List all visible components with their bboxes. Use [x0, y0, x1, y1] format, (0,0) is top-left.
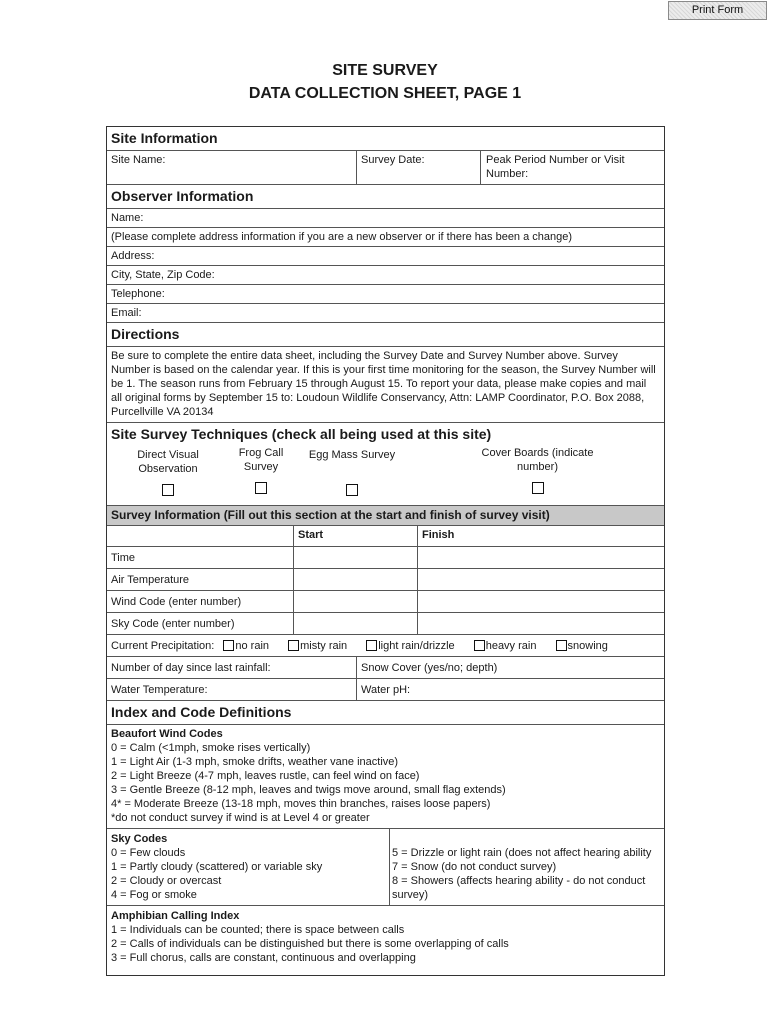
precip-light-rain-label: light rain/drizzle	[378, 640, 455, 652]
beaufort-line: 3 = Gentle Breeze (8-12 mph, leaves and twigs move around, small flag extends)	[111, 784, 506, 796]
beaufort-line: 4* = Moderate Breeze (13-18 mph, moves thin branches, raises loose papers)	[111, 798, 491, 810]
sky-codes-left	[107, 829, 389, 905]
precipitation-label: Current Precipitation:	[111, 640, 215, 652]
air-temp-label: Air Temperature	[111, 574, 190, 586]
survey-form	[106, 126, 665, 976]
directions-text: Be sure to complete the entire data sheet, including the Survey Date and Survey Number above. Survey Number is based on the calendar year. If this is your first time monitoring for the season, the Survey Number will be 1. The season runs from February 15 through August 15. To report your data, please make copies and mail all original forms by September 15 to: Loudoun Wildlife Conservancy, Attn: LAMP Coordinator, P.O. Box 2088, Purcellville VA 20134	[111, 350, 656, 418]
sky-code-line: 4 = Fog or smoke	[111, 889, 197, 901]
amphibian-section	[107, 906, 664, 975]
site-info-heading: Site Information	[111, 130, 218, 146]
sky-code-line: 2 = Cloudy or overcast	[111, 875, 222, 887]
page-title: SITE SURVEY	[332, 62, 438, 79]
water-temp-field[interactable]: Water Temperature:	[111, 684, 208, 696]
technique-direct-visual	[107, 446, 229, 505]
wind-code-start-field[interactable]	[293, 591, 417, 612]
precip-heavy-rain-label: heavy rain	[485, 640, 537, 652]
water-ph-field[interactable]: Water pH:	[356, 679, 664, 700]
amphibian-line: 2 = Calls of individuals can be distinguished but there is some overlapping of calls	[111, 938, 509, 950]
time-finish-field[interactable]	[417, 547, 664, 568]
page-subtitle: DATA COLLECTION SHEET, PAGE 1	[248, 85, 522, 102]
technique-direct-visual-checkbox[interactable]	[162, 484, 174, 496]
beaufort-line: 0 = Calm (<1mph, smoke rises vertically)	[111, 742, 311, 754]
snow-cover-field[interactable]: Snow Cover (yes/no; depth)	[356, 657, 664, 678]
sky-codes-right	[389, 829, 664, 905]
survey-date-field[interactable]: Survey Date:	[356, 151, 480, 184]
rainfall-days-field[interactable]: Number of day since last rainfall:	[111, 662, 271, 674]
sky-code-finish-field[interactable]	[417, 613, 664, 634]
time-label: Time	[111, 552, 136, 564]
amphibian-line: 3 = Full chorus, calls are constant, continuous and overlapping	[111, 952, 416, 964]
techniques-heading: Site Survey Techniques (check all being used at this site)	[111, 426, 492, 442]
observer-city-field[interactable]: City, State, Zip Code:	[111, 269, 215, 281]
survey-info-heading: Survey Information (Fill out this section at the start and finish of survey visit)	[107, 506, 664, 525]
precip-misty-rain-checkbox[interactable]	[288, 640, 299, 651]
technique-frog-call-label: Frog Call Survey	[238, 447, 284, 473]
technique-egg-mass-checkbox[interactable]	[346, 484, 358, 496]
sky-codes-title: Sky Codes	[111, 833, 168, 845]
technique-egg-mass-label: Egg Mass Survey	[308, 449, 396, 461]
observer-heading: Observer Information	[111, 188, 254, 204]
sky-code-line: 1 = Partly cloudy (scattered) or variable sky	[111, 861, 323, 873]
survey-info-blank-header	[107, 526, 293, 546]
sky-code-start-field[interactable]	[293, 613, 417, 634]
technique-cover-boards-checkbox[interactable]	[532, 482, 544, 494]
precip-light-rain-checkbox[interactable]	[366, 640, 377, 651]
beaufort-section	[107, 725, 664, 828]
time-start-field[interactable]	[293, 547, 417, 568]
technique-cover-boards	[411, 446, 664, 505]
definitions-heading: Index and Code Definitions	[111, 704, 292, 720]
peak-period-field[interactable]: Peak Period Number or Visit Number:	[480, 151, 664, 184]
precip-no-rain-checkbox[interactable]	[223, 640, 234, 651]
precip-snowing-checkbox[interactable]	[556, 640, 567, 651]
beaufort-line: 1 = Light Air (1-3 mph, smoke drifts, weather vane inactive)	[111, 756, 399, 768]
print-form-button[interactable]: Print Form	[668, 1, 767, 20]
technique-egg-mass	[293, 446, 411, 505]
technique-frog-call-checkbox[interactable]	[255, 482, 267, 494]
technique-cover-boards-label: Cover Boards (indicate number)	[481, 447, 594, 473]
sky-code-line: 7 = Snow (do not conduct survey)	[392, 861, 557, 873]
observer-address-note: (Please complete address information if you are a new observer or if there has been a change)	[111, 231, 573, 243]
beaufort-line: *do not conduct survey if wind is at Level 4 or greater	[111, 812, 370, 824]
sky-code-line: 0 = Few clouds	[111, 847, 186, 859]
site-name-field[interactable]: Site Name:	[111, 154, 166, 166]
observer-email-field[interactable]: Email:	[111, 307, 142, 319]
precip-no-rain-label: no rain	[235, 640, 270, 652]
observer-name-field[interactable]: Name:	[111, 212, 144, 224]
amphibian-title: Amphibian Calling Index	[111, 910, 240, 922]
beaufort-title: Beaufort Wind Codes	[111, 728, 223, 740]
wind-code-label: Wind Code (enter number)	[111, 596, 242, 608]
finish-column-header: Finish	[417, 526, 664, 546]
technique-direct-visual-label: Direct Visual Observation	[137, 449, 199, 475]
start-column-header: Start	[293, 526, 417, 546]
observer-telephone-field[interactable]: Telephone:	[111, 288, 165, 300]
wind-code-finish-field[interactable]	[417, 591, 664, 612]
sky-code-label: Sky Code (enter number)	[111, 618, 235, 630]
precipitation-row	[107, 635, 664, 656]
sky-code-line: 8 = Showers (affects hearing ability - do not conduct survey)	[392, 875, 646, 901]
precip-misty-rain-label: misty rain	[300, 640, 348, 652]
beaufort-line: 2 = Light Breeze (4-7 mph, leaves rustle, can feel wind on face)	[111, 770, 420, 782]
amphibian-line: 1 = Individuals can be counted; there is space between calls	[111, 924, 405, 936]
precip-snowing-label: snowing	[567, 640, 608, 652]
observer-address-field[interactable]: Address:	[111, 250, 155, 262]
directions-heading: Directions	[111, 326, 180, 342]
sky-code-line: 5 = Drizzle or light rain (does not affect hearing ability	[392, 847, 652, 859]
technique-frog-call	[229, 446, 293, 505]
air-temp-start-field[interactable]	[293, 569, 417, 590]
air-temp-finish-field[interactable]	[417, 569, 664, 590]
precip-heavy-rain-checkbox[interactable]	[474, 640, 485, 651]
